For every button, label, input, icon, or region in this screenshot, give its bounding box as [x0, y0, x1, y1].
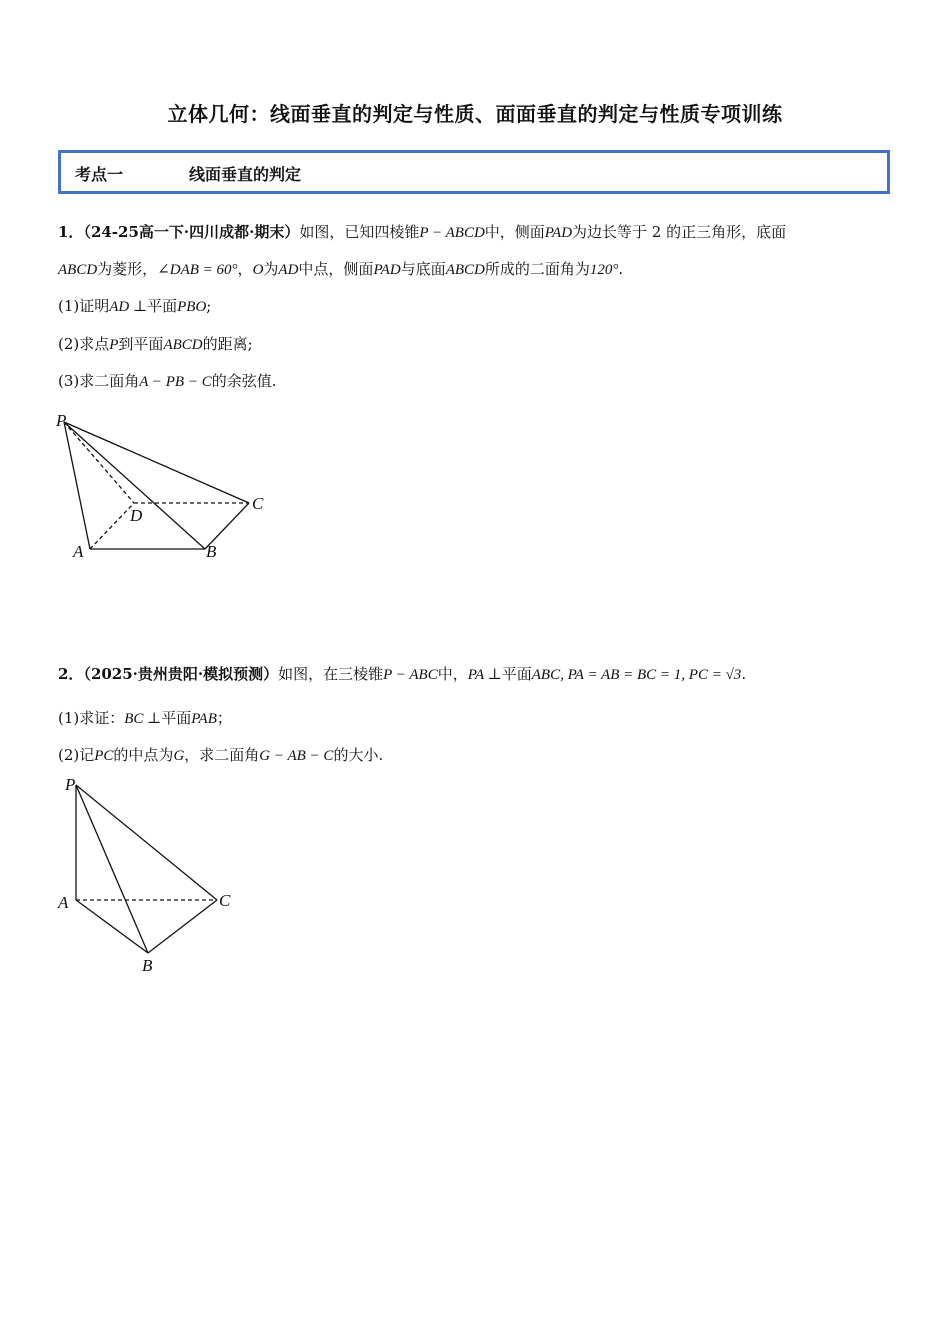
question-text: 的距离; — [202, 335, 253, 353]
question-text: ，求二面角 — [184, 746, 260, 764]
vertex-label-C: C — [252, 494, 264, 513]
problem1-text: 与底面 — [400, 260, 446, 278]
question-text: ； — [216, 709, 232, 727]
math-expr: P − ABCD — [419, 225, 485, 241]
vertex-label-D: D — [130, 506, 143, 525]
edge-PB — [76, 785, 148, 953]
math-expr: ABCD — [445, 262, 485, 278]
problem2-source: （2025·贵州贵阳·模拟预测） — [83, 665, 279, 683]
question-text: (2)求点 — [58, 335, 110, 353]
math-expr: P — [109, 337, 119, 353]
problem1-source: （24-25高一下·四川成都·期末） — [83, 223, 300, 241]
problem1-text: . — [618, 260, 624, 278]
problem1-text: 为菱形， — [97, 260, 158, 278]
math-expr: A − PB − C — [139, 374, 212, 390]
math-expr: PBO — [177, 299, 207, 315]
math-expr: ∠DAB = 60° — [157, 262, 238, 278]
math-expr: G — [173, 748, 185, 764]
problem1-text: ， — [237, 260, 253, 278]
vertex-label-C: C — [219, 891, 231, 910]
problem1-text: 所成的二面角为 — [484, 260, 590, 278]
math-expr: PAD — [544, 225, 573, 241]
problem1-text: 中点，侧面 — [298, 260, 374, 278]
vertex-label-P: P — [56, 411, 67, 430]
question-text: (1)求证： — [58, 709, 125, 727]
math-expr: AD — [278, 262, 299, 278]
math-expr: PAD — [373, 262, 401, 278]
math-expr: P − ABC — [383, 667, 438, 683]
problem2-text: 中， — [437, 665, 468, 683]
question-text: ; — [206, 297, 212, 315]
math-expr: O — [252, 262, 264, 278]
vertex-label-A: A — [58, 893, 69, 912]
question-text: 的大小. — [333, 746, 384, 764]
page-title: 立体几何：线面垂直的判定与性质、面面垂直的判定与性质专项训练 — [167, 102, 783, 126]
question-text: 平面 — [161, 709, 192, 727]
math-expr: ABCD — [58, 262, 98, 278]
math-expr: G − AB − C — [259, 748, 334, 764]
section-number: 考点一 — [75, 165, 124, 184]
section-name: 线面垂直的判定 — [189, 165, 302, 184]
question-text: (3)求二面角 — [58, 372, 140, 390]
math-expr: ABCD — [163, 337, 203, 353]
question-text: 到平面 — [118, 335, 164, 353]
vertex-label-B: B — [142, 956, 153, 975]
problem2-text: . — [741, 665, 747, 683]
problem2-number: 2． — [58, 665, 84, 683]
edge-PC — [76, 785, 217, 900]
math-expr: 120° — [589, 262, 619, 278]
problem2-text: 平面 — [501, 665, 532, 683]
math-expr: PC — [94, 748, 114, 764]
vertex-label-P: P — [65, 775, 76, 794]
problem2-text: 如图，在三棱锥 — [278, 665, 384, 683]
problem1-number: 1． — [58, 223, 84, 241]
edge-BC — [148, 900, 217, 953]
problem1-text: 为边长等于 2 的正三角形，底面 — [572, 223, 787, 241]
question-text: (2)记 — [58, 746, 95, 764]
question-text: 的中点为 — [113, 746, 174, 764]
math-expr: AD ⊥ — [109, 299, 148, 315]
question-text: (1)证明 — [58, 297, 110, 315]
vertex-label-B: B — [206, 542, 217, 561]
problem1-text: 如图，已知四棱锥 — [299, 223, 420, 241]
question-text: 平面 — [147, 297, 178, 315]
math-expr: ABC, PA = AB = BC = 1, PC = √3 — [531, 667, 742, 683]
math-expr: PA ⊥ — [467, 667, 502, 683]
problem1-text: 中，侧面 — [484, 223, 545, 241]
vertex-label-A: A — [73, 542, 84, 561]
math-expr: BC ⊥ — [124, 711, 162, 727]
question-text: 的余弦值. — [211, 372, 277, 390]
math-expr: PAB — [191, 711, 217, 727]
problem1-text: 为 — [263, 260, 279, 278]
